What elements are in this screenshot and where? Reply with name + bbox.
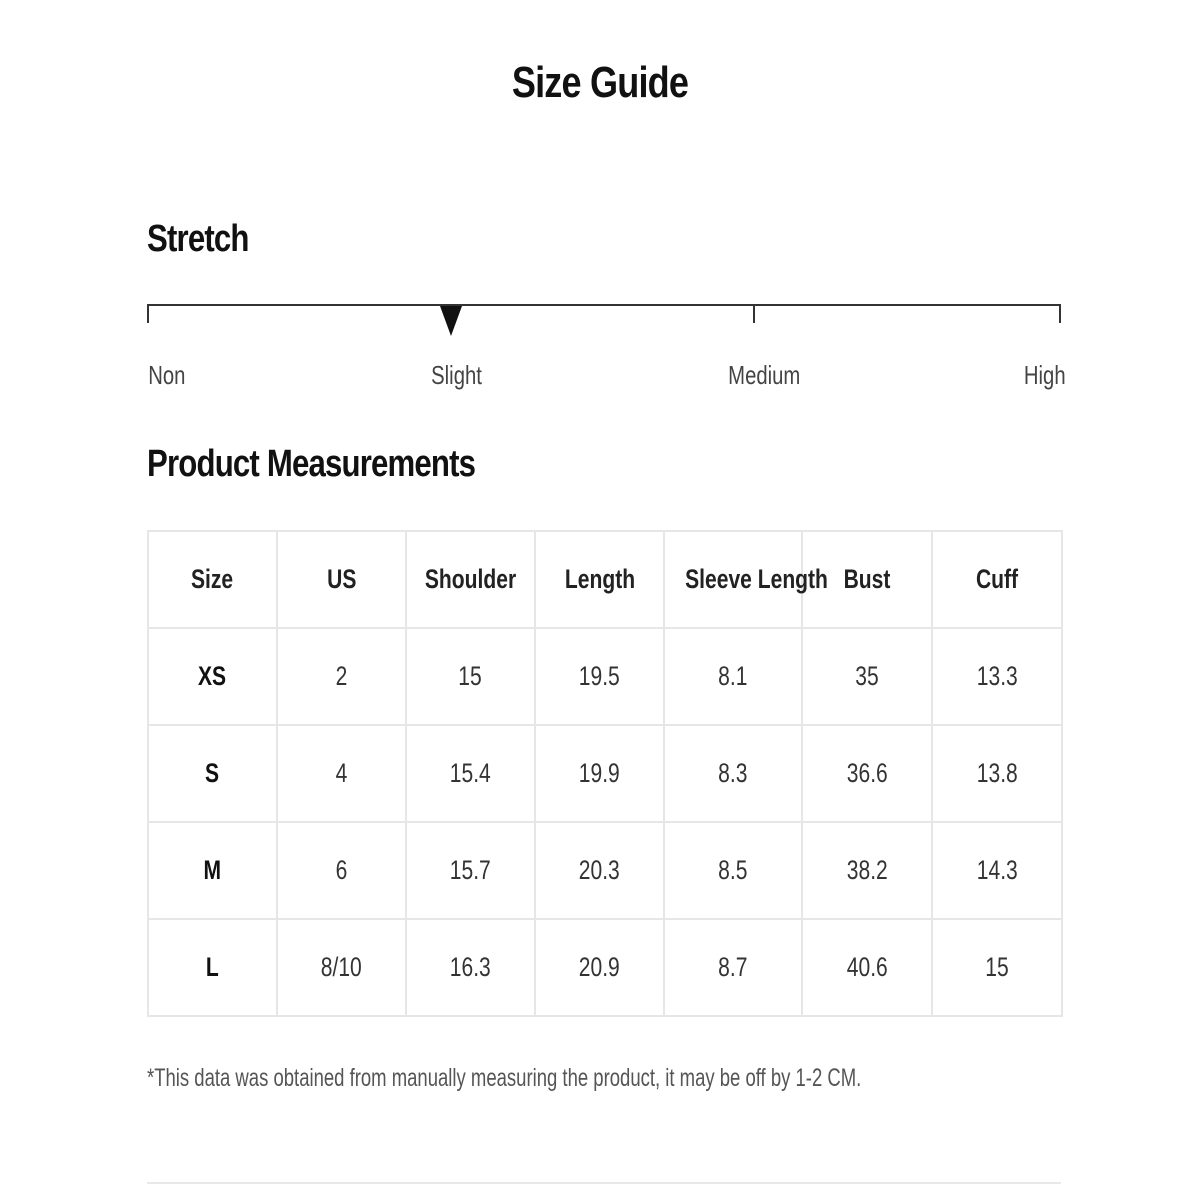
table-row — [148, 822, 1062, 919]
table-cell: 36.6 — [802, 725, 932, 822]
table-cell: 15 — [932, 919, 1062, 1016]
table-cell: 19.9 — [535, 725, 664, 822]
table-cell: 13.8 — [932, 725, 1062, 822]
stretch-label-slight: Slight — [431, 360, 482, 390]
stretch-scale — [147, 304, 1061, 324]
table-cell: 40.6 — [802, 919, 932, 1016]
table-cell: 8.1 — [664, 628, 802, 725]
stretch-label-medium: Medium — [728, 360, 801, 390]
column-header-length: Length — [535, 531, 664, 628]
table-cell: 15.4 — [406, 725, 535, 822]
table-cell: 4 — [277, 725, 406, 822]
column-header-sleeve-length: Sleeve Length — [664, 531, 802, 628]
column-header-us: US — [277, 531, 406, 628]
table-cell: 8.7 — [664, 919, 802, 1016]
table-cell: M — [148, 822, 277, 919]
measurements-heading: Product Measurements — [147, 443, 476, 485]
measurements-table-wrapper — [147, 530, 1061, 1017]
table-row — [148, 725, 1062, 822]
table-cell: 35 — [802, 628, 932, 725]
table-cell: 15 — [406, 628, 535, 725]
stretch-tick-medium — [753, 304, 755, 323]
table-cell: 16.3 — [406, 919, 535, 1016]
table-header-row — [148, 531, 1062, 628]
stretch-tick-non — [147, 304, 149, 323]
table-row — [148, 919, 1062, 1016]
table-cell: S — [148, 725, 277, 822]
stretch-selected-marker-icon — [440, 306, 462, 336]
table-cell: 14.3 — [932, 822, 1062, 919]
table-cell: 20.3 — [535, 822, 664, 919]
table-cell: L — [148, 919, 277, 1016]
column-header-size: Size — [148, 531, 277, 628]
stretch-scale-line — [147, 304, 1061, 306]
stretch-label-high: High — [1023, 360, 1066, 390]
column-header-shoulder: Shoulder — [406, 531, 535, 628]
measurements-table — [147, 530, 1063, 1017]
measurement-disclaimer: *This data was obtained from manually measuring the product, it may be off by 1-2 CM. — [147, 1064, 862, 1092]
table-cell: 13.3 — [932, 628, 1062, 725]
table-cell: 2 — [277, 628, 406, 725]
table-cell: 6 — [277, 822, 406, 919]
table-row — [148, 628, 1062, 725]
bottom-divider — [147, 1182, 1061, 1184]
table-cell: 8.5 — [664, 822, 802, 919]
column-header-bust: Bust — [802, 531, 932, 628]
table-cell: 38.2 — [802, 822, 932, 919]
table-cell: 19.5 — [535, 628, 664, 725]
table-cell: XS — [148, 628, 277, 725]
column-header-cuff: Cuff — [932, 531, 1062, 628]
stretch-heading: Stretch — [147, 218, 249, 260]
table-cell: 20.9 — [535, 919, 664, 1016]
table-cell: 8/10 — [277, 919, 406, 1016]
table-cell: 15.7 — [406, 822, 535, 919]
stretch-tick-high — [1059, 304, 1061, 323]
stretch-label-non: Non — [148, 360, 186, 390]
table-cell: 8.3 — [664, 725, 802, 822]
page-title: Size Guide — [511, 58, 689, 107]
